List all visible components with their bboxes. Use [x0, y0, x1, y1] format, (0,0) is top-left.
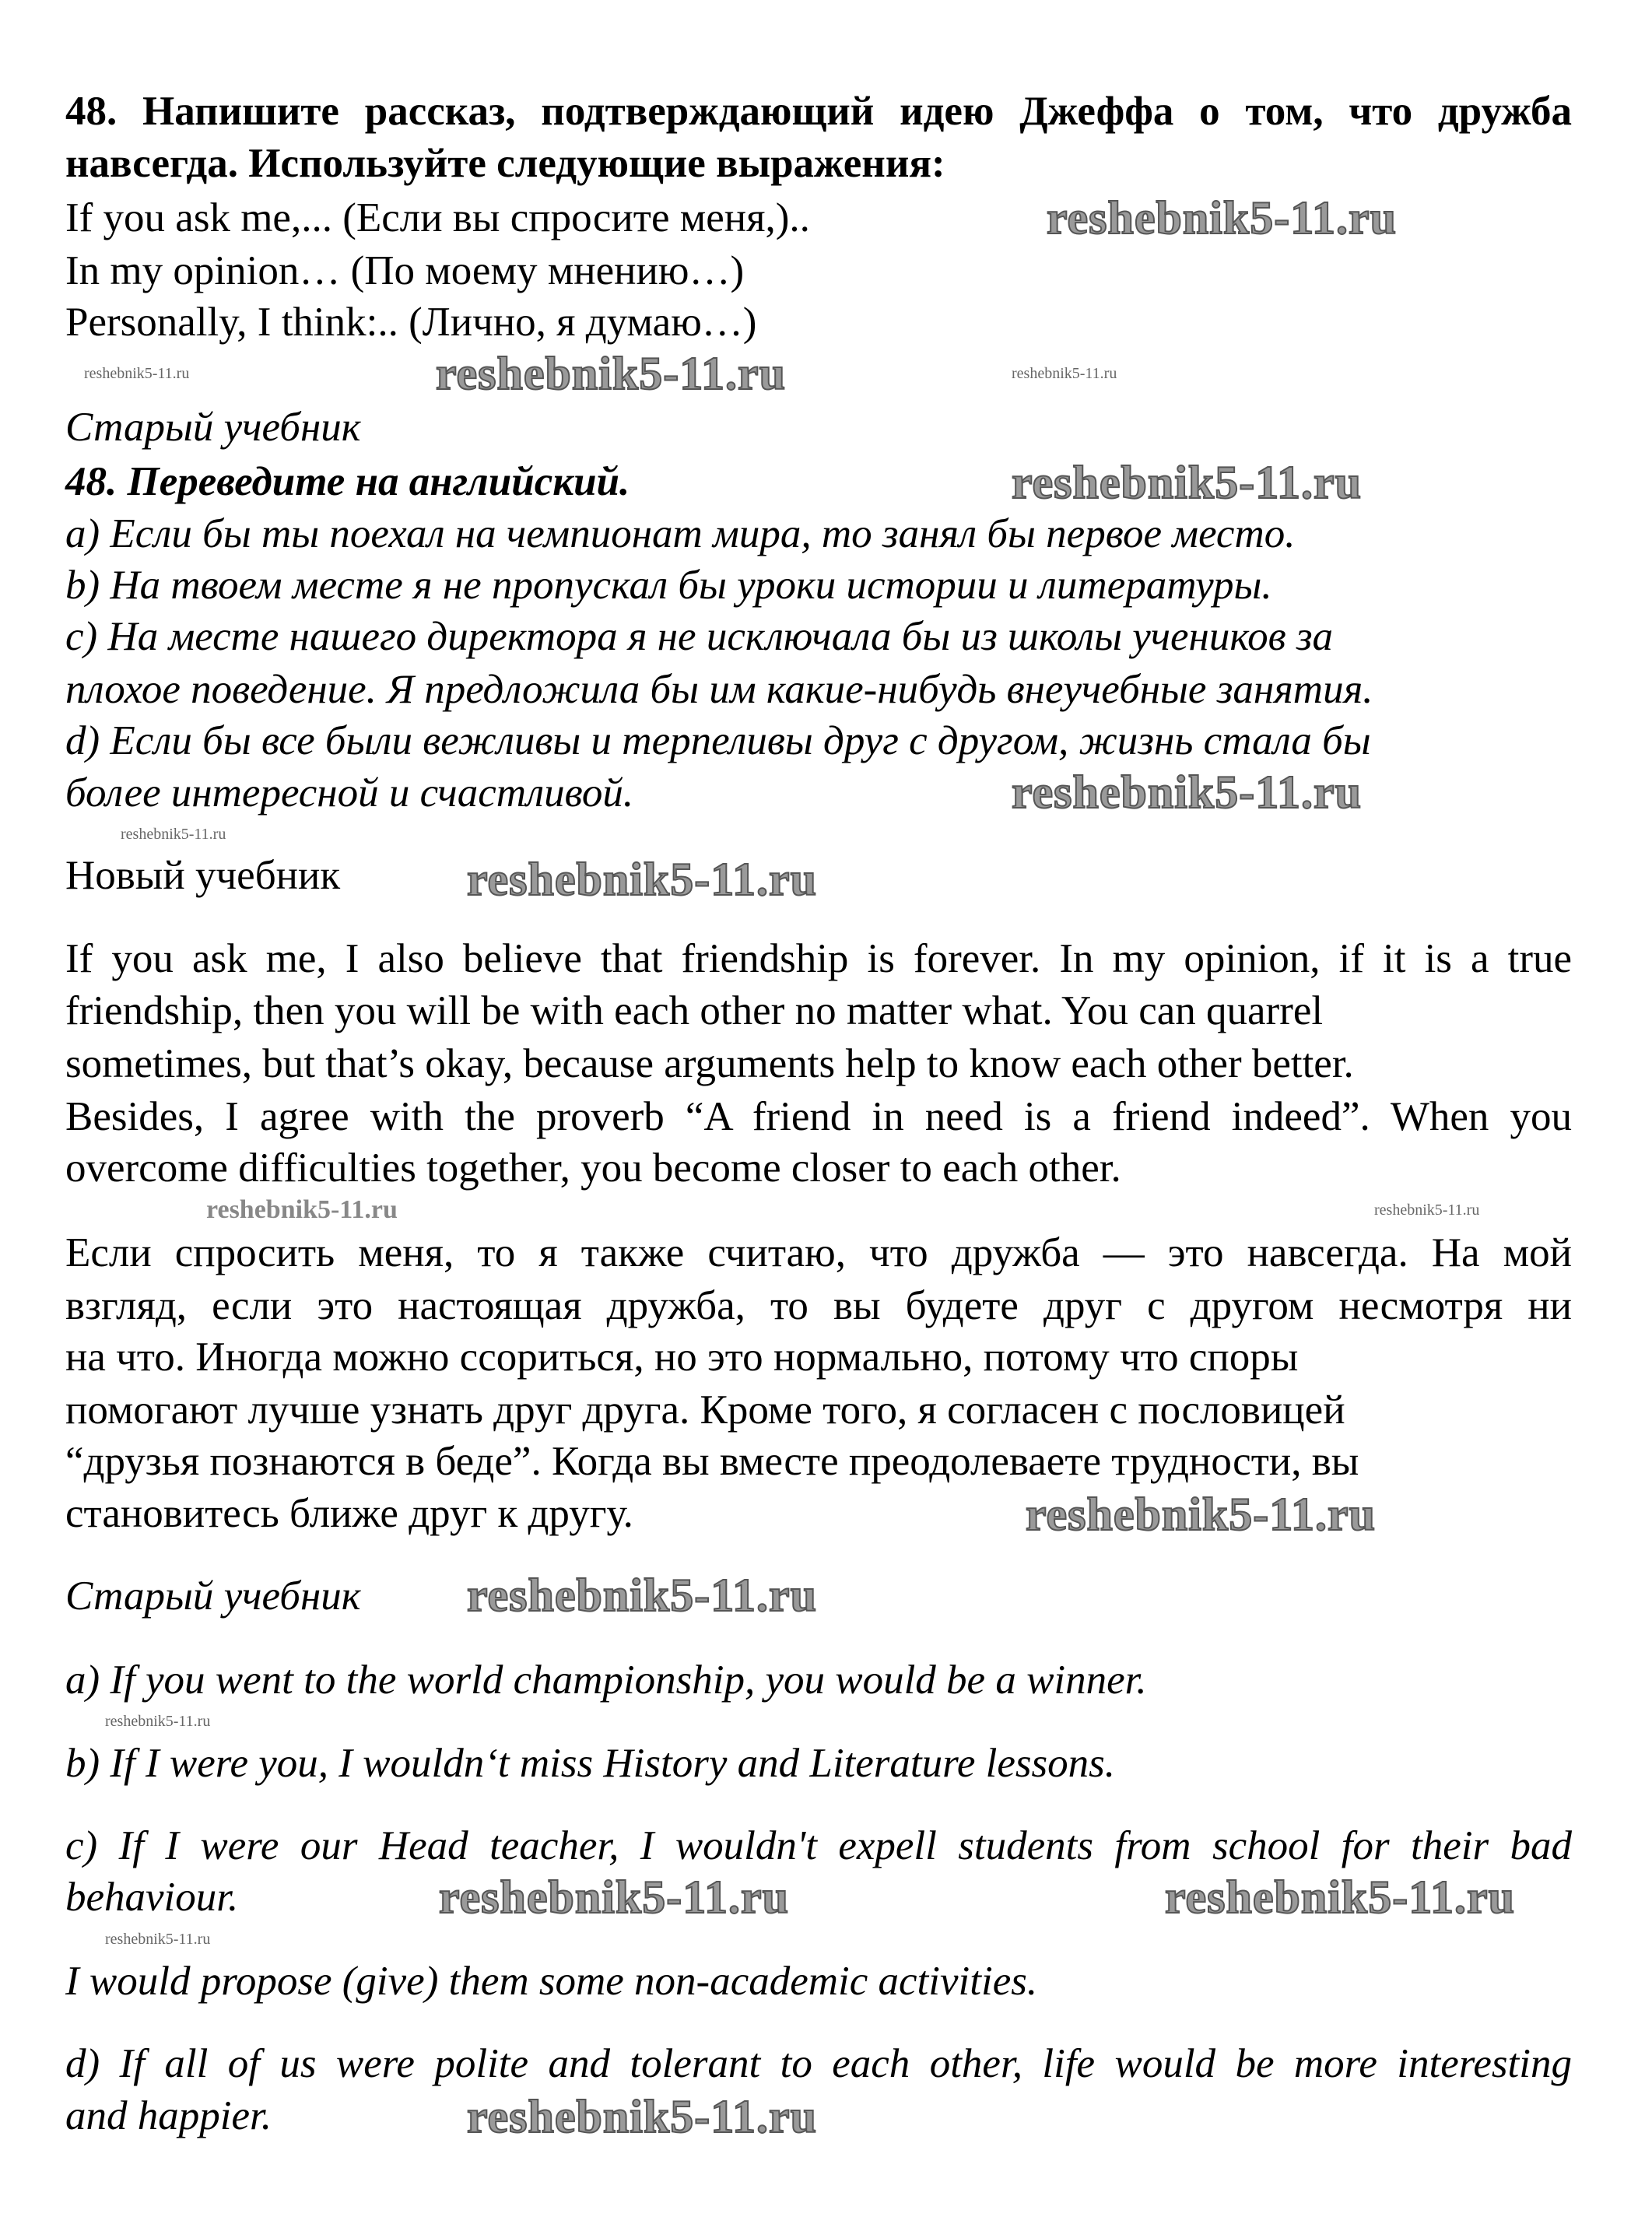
watermark: reshebnik5-11.ru [1165, 1871, 1515, 1923]
watermark-small: reshebnik5-11.ru [121, 826, 226, 843]
watermark-small: reshebnik5-11.ru [206, 1195, 398, 1224]
translate-line: более интересной и счастливой. [65, 770, 634, 816]
translate-line: b) На твоем месте я не пропускал бы уроки истории и литературы. [65, 563, 1272, 608]
section-heading-old-book: Старый учебник [65, 405, 361, 450]
english-text-line: If you ask me, I also believe that friendship is forever. In my opinion, if it is a true [65, 936, 1572, 981]
russian-text-line: становитесь ближе друг к другу. [65, 1491, 633, 1536]
watermark: reshebnik5-11.ru [467, 1570, 817, 1621]
english-text-line: sometimes, but that’s okay, because arguments help to know each other better. [65, 1041, 1354, 1086]
translate-line: a) Если бы ты поехал на чемпионат мира, то занял бы первое место. [65, 511, 1296, 556]
russian-text-line: Если спросить меня, то я также считаю, что дружба — это навсегда. На мой [65, 1230, 1572, 1275]
phrase: If you ask me,... (Если вы спросите меня,).. [65, 195, 810, 240]
watermark: reshebnik5-11.ru [439, 1871, 789, 1923]
phrase: In my opinion… (По моему мнению…) [65, 248, 745, 293]
phrase: Personally, I think:.. (Лично, я думаю…) [65, 300, 757, 345]
translate-task-title: 48. Переведите на английский. [65, 459, 630, 504]
section-heading-old-book: Старый учебник [65, 1573, 361, 1619]
watermark-small: reshebnik5-11.ru [1012, 365, 1117, 382]
russian-text-line: помогают лучше узнать друг друга. Кроме того, я согласен с пословицей [65, 1387, 1345, 1433]
russian-text-line: взгляд, если это настоящая дружба, то вы будете друг с другом несмотря ни [65, 1283, 1572, 1328]
watermark-small: reshebnik5-11.ru [1374, 1201, 1480, 1219]
watermark-small: reshebnik5-11.ru [105, 1713, 211, 1730]
watermark: reshebnik5-11.ru [1047, 192, 1397, 244]
watermark: reshebnik5-11.ru [436, 348, 786, 399]
watermark: reshebnik5-11.ru [467, 854, 817, 905]
watermark: reshebnik5-11.ru [1012, 766, 1362, 818]
russian-text-line: на что. Иногда можно ссориться, но это нормально, потому что споры [65, 1335, 1299, 1380]
english-text-line: friendship, then you will be with each other no matter what. You can quarrel [65, 988, 1324, 1033]
section-heading-new-book: Новый учебник [65, 853, 341, 898]
translate-line: d) Если бы все были вежливы и терпеливы друг с другом, жизнь стала бы [65, 718, 1371, 763]
russian-text-line: “друзья познаются в беде”. Когда вы вместе преодолеваете трудности, вы [65, 1439, 1359, 1484]
answer-line: b) If I were you, I wouldn‘t miss History and Literature lessons. [65, 1741, 1115, 1786]
answer-line: behaviour. [65, 1875, 239, 1920]
translate-line: плохое поведение. Я предложила бы им какие-нибудь внеучебные занятия. [65, 667, 1373, 712]
watermark: reshebnik5-11.ru [467, 2091, 817, 2142]
watermark: reshebnik5-11.ru [1026, 1489, 1376, 1540]
watermark: reshebnik5-11.ru [1012, 457, 1362, 508]
task-title-line: 48. Напишите рассказ, подтверждающий идею Джеффа о том, что дружба [65, 89, 1572, 134]
translate-line: c) На месте нашего директора я не исключала бы из школы учеников за [65, 614, 1334, 659]
task-title-line: навсегда. Используйте следующие выражения: [65, 141, 945, 186]
watermark-small: reshebnik5-11.ru [105, 1931, 211, 1948]
english-text-line: Besides, I agree with the proverb “A friend in need is a friend indeed”. When you [65, 1094, 1572, 1139]
answer-line: and happier. [65, 2093, 272, 2138]
answer-line: I would propose (give) them some non-academic activities. [65, 1959, 1038, 2004]
answer-line: a) If you went to the world championship, you would be a winner. [65, 1657, 1147, 1703]
answer-line: d) If all of us were polite and tolerant to each other, life would be more interesting [65, 2041, 1572, 2086]
english-text-line: overcome difficulties together, you become closer to each other. [65, 1145, 1121, 1191]
answer-line: c) If I were our Head teacher, I wouldn't expell students from school for their bad [65, 1823, 1572, 1868]
watermark-small: reshebnik5-11.ru [84, 365, 190, 382]
